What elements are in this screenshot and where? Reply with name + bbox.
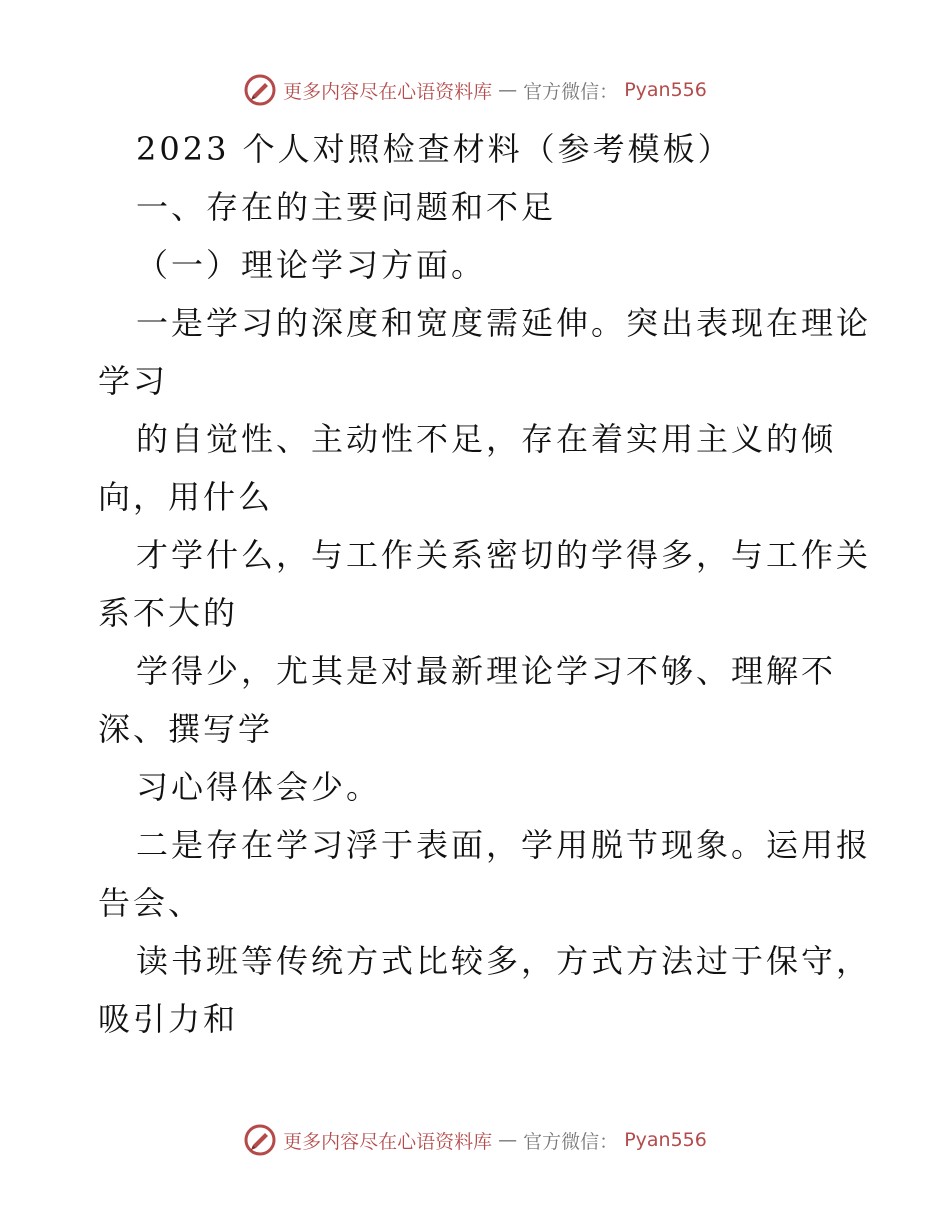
header-banner [0, 70, 950, 110]
paragraph-line: 学得少，尤其是对最新理论学习不够、理解不 [136, 652, 837, 690]
paragraph-line: 习心得体会少。 [136, 768, 382, 806]
document-title: 2023 个人对照检查材料（参考模板） [136, 130, 733, 168]
paragraph-line: 系不大的 [98, 594, 239, 632]
footer-promo-text: 更多内容尽在心语资料库 [283, 1130, 493, 1153]
paragraph-line: 二是存在学习浮于表面，学用脱节现象。运用报 [136, 826, 872, 864]
subsection-heading: （一）理论学习方面。 [136, 246, 487, 284]
footer-banner [0, 1120, 950, 1160]
document-body [98, 120, 878, 1048]
paragraph-line: 学习 [98, 362, 169, 400]
header-promo-text: 更多内容尽在心语资料库 [283, 80, 493, 103]
paragraph-line: 一是学习的深度和宽度需延伸。突出表现在理论 [136, 304, 872, 342]
footer-wechat-label: 官方微信： [523, 1130, 619, 1153]
paragraph-line: 吸引力和 [98, 1000, 239, 1038]
header-wechat-label: 官方微信： [523, 80, 619, 103]
paragraph-line: 才学什么，与工作关系密切的学得多，与工作关 [136, 536, 872, 574]
paragraph-line: 读书班等传统方式比较多，方式方法过于保守， [136, 942, 872, 980]
header-separator: — [498, 79, 518, 101]
footer-separator: — [498, 1129, 518, 1151]
paragraph-line: 向，用什么 [98, 478, 274, 516]
pen-circle-logo-icon [243, 1123, 277, 1157]
paragraph-line: 深、撰写学 [98, 710, 274, 748]
section-heading: 一、存在的主要问题和不足 [136, 188, 557, 226]
pen-circle-logo-icon [243, 73, 277, 107]
paragraph-line: 告会、 [98, 884, 204, 922]
paragraph-line: 的自觉性、主动性不足，存在着实用主义的倾 [136, 420, 837, 458]
header-wechat-account: Pyan556 [624, 79, 707, 101]
footer-wechat-account: Pyan556 [624, 1129, 707, 1151]
